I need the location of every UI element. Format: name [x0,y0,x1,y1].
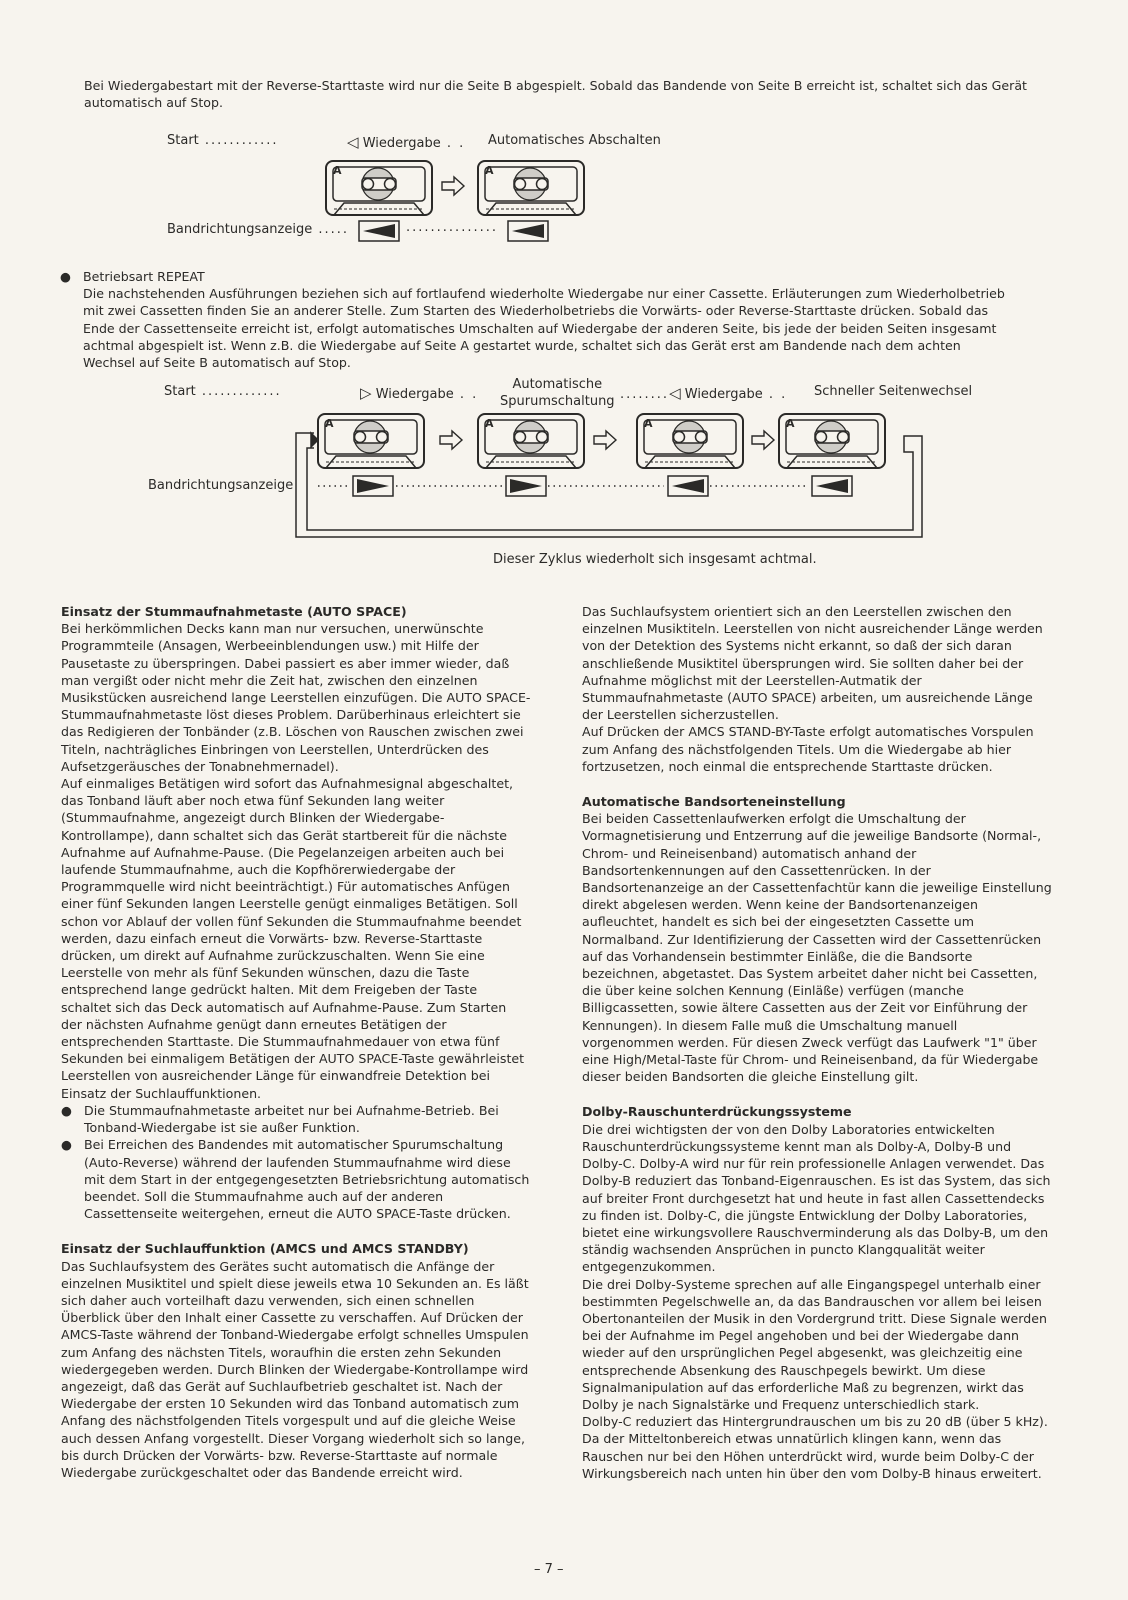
diagram1-playback-label: ◁ Wiedergabe . . [347,133,466,151]
paragraph: Auf Drücken der AMCS STAND-BY-Taste erfolgt automatisches Vorspulen zum Anfang des nächstfolgenden Titels. Um die Wiedergabe ab hier fortzusetzen, noch einmal die entsprechende Starttaste drücken. [582,724,1034,774]
transition-arrow-icon [440,431,462,449]
diagram2-indicator-label: Bandrichtungsanzeige [148,478,294,493]
auto-space-section [61,603,531,1222]
diagram2-fast-change-label: Schneller Seitenwechsel [814,384,973,399]
direction-indicator-right-icon [506,476,546,496]
paragraph: Das Suchlaufsystem des Gerätes sucht automatisch die Anfänge der einzelnen Musiktitel und spielt diese jeweils etwa 10 Sekunden an. Es läßt sich daher auch vorteilhaft dazu verwenden, sich einen schnellen Überblick über den Inhalt einer Cassette zu verschaffen. Auf Drücken der AMCS-Taste während der Tonband-Wiedergabe erfolgt schnelles Umspulen zum Anfang des nächsten Titels, woraufhin die ersten zehn Sekunden wiedergegeben werden. Durch Blinken der Wiedergabe-Kontrollampe wird angezeigt, daß das Gerät auf Suchlaufbetrieb geschaltet ist. Nach der Wiedergabe der ersten 10 Sekunden wird das Tonband automatisch zum Anfang des nächstfolgenden Titels vorgespult und auf die gleiche Weise auch dessen Anfang vorgestellt. Dieser Vorgang wiederholt sich so lange, bis durch Drücken der Vorwärts- bzw. Reverse-Starttaste auf normale Wiedergabe zurückgeschaltet oder das Bandende erreicht wird. [61,1258,529,1480]
side-a-label: A [485,417,494,430]
list-item: ● Die Stummaufnahmetaste arbeitet nur bei Aufnahme-Betrieb. Bei Tonband-Wiedergabe ist sie außer Funktion. [61,1102,499,1136]
side-a-label: A [333,164,342,177]
paragraph: Bei herkömmlichen Decks kann man nur versuchen, unerwünschte Programmteile (Ansagen, Werbeeinblendungen usw.) mit Hilfe der Pausetaste zu überspringen. Dabei passiert es aber immer wieder, daß man vergißt oder nicht mehr die Zeit hat, zwischen den einzelnen Musikstücken ausreichend lange Leerstellen einzufügen. Die AUTO SPACE-Stummaufnahmetaste löst dieses Problem. Darüberhinaus erleichtert sie das Redigieren der Tonbänder (z.B. Löschen von Rauschen zwischen zwei Titeln, nachträgliches Einbringen von Leerstellen, Unterdrücken des Aufsetzgeräusches der Tonabnehmernadel). [61,621,531,774]
paragraph: Das Suchlaufsystem orientiert sich an den Leerstellen zwischen den einzelnen Musiktiteln. Leerstellen von nicht ausreichender Länge werden von der Detektion des Systems nicht erkannt, so daß der sich daran anschließende Musiktitel übersprungen wird. Sie sollten daher bei der Aufnahme möglichst mit der Leerstellen-Autmatik der Stummaufnahmetaste (AUTO SPACE) arbeiten, um ausreichende Länge der Leerstellen sicherzustellen. [582,604,1043,723]
amcs-section [61,1240,531,1481]
transition-arrow-icon [442,177,464,195]
bullet-icon: ● [61,1102,72,1118]
section-title: Automatische Bandsorteneinstellung [582,794,846,810]
paragraph: Auf einmaliges Betätigen wird sofort das Aufnahmesignal abgeschaltet, das Tonband läuft aber noch etwa fünf Sekunden lang weiter (Stummaufnahme, angezeigt durch Blinken der Wiedergabe-Kontrollampe), dann schaltet sich das Gerät startbereit für die nächste Aufnahme auf Aufnahme-Pause. (Die Pegelanzeigen arbeiten auch bei laufende Stummaufnahme, auch die Kopfhörerwiedergabe der Programmquelle wird nicht beeinträchtigt.) Für automatisches Anfügen einer fünf Sekunden langen Leerstelle genügt einmaliges Betätigen. Soll schon vor Ablauf der vollen fünf Sekunden die Stummaufnahme beendet werden, dazu einfach erneut die Vorwärts- bzw. Reverse-Starttaste drücken, um direkt auf Aufnahme zurückzuschalten. Wenn Sie eine Leerstelle von mehr als fünf Sekunden wünschen, dazu die Taste entsprechend lange gedrückt halten. Mit dem Freigeben der Taste schaltet sich das Deck automatisch auf Aufnahme-Pause. Zum Starten der nächsten Aufnahme genügt dann erneutes Betätigen der entsprechenden Starttaste. Die Stummaufnahmedauer von etwa fünf Sekunden bei einmaligem Betätigen der AUTO SPACE-Taste gewährleistet Leerstellen von ausreichender Länge für einwandfreie Detektion bei Einsatz der Suchlauffunktionen. [61,776,525,1101]
cassette-1 [326,161,432,215]
paragraph: Die drei Dolby-Systeme sprechen auf alle Eingangspegel unterhalb einer bestimmten Pegelschwelle an, da das Bandrauschen vor allem bei leisen Obertonanteilen der Musik in den Vordergrund tritt. Diese Signale werden bei der Aufnahme im Pegel angehoben und bei der Wiedergabe dann wieder auf den ursprünglichen Pegel abgesenkt, was gleichzeitig eine entsprechende Absenkung des Rauschpegels bewirkt. Um diese Signalmanipulation auf das erforderliche Maß zu begrenzen, wirkt das Dolby je nach Signalstärke und Frequenz unterschiedlich stark. [582,1276,1047,1412]
repeat-mode-bullet [60,268,1005,371]
cassette-4 [779,414,885,468]
tape-type-section [582,793,1052,1085]
search-continuation-section [582,603,1052,775]
diagram1-indicator-label: Bandrichtungsanzeige ..... [167,222,350,237]
side-a-label: A [485,164,494,177]
cassette-2 [478,161,584,215]
repeat-title: Betriebsart REPEAT [83,269,205,284]
diagram1-auto-off-label: Automatisches Abschalten [488,133,661,148]
transition-arrow-icon [594,431,616,449]
paragraph: Bei beiden Cassettenlaufwerken erfolgt die Umschaltung der Vormagnetisierung und Entzerrung auf die jeweilige Bandsorte (Normal-, Chrom- und Reineisenband) automatisch anhand der Bandsortenkennungen auf den Cassettenrücken. In der Bandsortenanzeige an der Cassettenfachtür kann die jeweilige Einstellung direkt abgelesen werden. Wenn keine der Bandsortenanzeigen aufleuchtet, handelt es sich bei der eingesetzten Cassette um Normalband. Zur Identifizierung der Cassetten wird der Cassettenrücken auf das Vorhandensein bestimmter Einläße, die die Bandsorte bezeichnen, abgetastet. Das System arbeitet daher nicht bei Cassetten, die über keine solchen Kennung (Einläße) verfügen (manche Billigcassetten, sowie ältere Cassetten aus der Zeit vor Einführung der Kennungen). In diesem Falle muß die Umschaltung manuell vorgenommen werden. Für diesen Zweck verfügt das Laufwerk "1" über eine High/Metal-Taste für Chrom- und Reineisenband, da für Wiedergabe dieser beiden Bandsorten die gleiche Einstellung gilt. [582,811,1052,1085]
diagram2-playback2-label: ........◁ Wiedergabe . . [620,384,788,402]
paragraph: Dolby-C reduziert das Hintergrundrauschen um bis zu 20 dB (über 5 kHz). Da der Mitteltonbereich etwas unnatürlich klingen kann, wenn das Rauschen nur bei den Höhen unterdrückt wird, wurde beim Dolby-C der Wirkungsbereich nach unten hin über den vom Dolby-B hinaus erweitert. [582,1414,1048,1481]
cassette-3 [637,414,743,468]
side-a-label: A [644,417,653,430]
left-column [61,603,531,1499]
cassette-1 [318,414,424,468]
diagram2-auto-track-label: Automatische Spurumschaltung [500,377,615,409]
right-column [582,603,1052,1500]
paragraph: Die drei wichtigsten der von den Dolby Laboratories entwickelten Rauschunterdrückungssysteme kennt man als Dolby-A, Dolby-B und Dolby-C. Dolby-A wird nur für rein professionelle Anlagen verwendet. Das Dolby-B reduziert das Tonband-Eigenrauschen. Es ist das System, das sich auf breiter Front durchgesetzt hat und heute in fast allen Cassettendecks zu finden ist. Dolby-C, die jüngste Entwicklung der Dolby Laboratories, bietet eine wirkungsvollere Rauschverminderung als das Dolby-B, um den ständig wachsenden Ansprüchen in puncto Klangqualität weiter entgegenzukommen. [582,1121,1051,1275]
cassette-2 [478,414,584,468]
list-item: ● Bei Erreichen des Bandendes mit automatischer Spurumschaltung (Auto-Reverse) während der laufenden Stummaufnahme wird diese mit dem Start in der entgegengesetzten Betriebsrichtung automatisch beendet. Soll die Stummaufnahme auch auf der anderen Cassettenseite weitergehen, erneut die AUTO SPACE-Taste drücken. [61,1137,530,1222]
cycle-caption: Dieser Zyklus wiederholt sich insgesamt achtmal. [493,552,817,567]
diagram1-dotted-connector: ............... [406,220,498,235]
direction-indicator-left-icon [812,476,852,496]
side-a-label: A [786,417,795,430]
bullet-icon: ● [61,1137,72,1153]
section-title: Einsatz der Suchlauffunktion (AMCS und AMCS STANDBY) [61,1241,469,1257]
repeat-text: Die nachstehenden Ausführungen beziehen sich auf fortlaufend wiederholte Wiedergabe nur einer Cassette. Erläuterungen zum Wiederholbetrieb mit zwei Cassetten finden Sie an anderer Stelle. Zum Starten des Wiederholbetriebs die Vorwärts- oder Reverse-Starttaste drücken. Sobald das Ende der Cassettenseite erreicht ist, erfolgt automatisches Umschalten auf Wiedergabe der anderen Seite, bis jede der beiden Seiten insgesamt achtmal abgespielt ist. Wenn z.B. die Wiedergabe auf Seite A gestartet wurde, schaltet sich das Gerät erst am Bandende nach dem achten Wechsel auf Seite B automatisch auf Stop. [83,286,1005,371]
diagram2-start-label: Start ............. [164,384,282,399]
transition-arrow-icon [752,431,774,449]
direction-indicator-left-icon [508,221,548,241]
intro-paragraph: Bei Wiedergabestart mit der Reverse-Starttaste wird nur die Seite B abgespielt. Sobald das Bandende von Seite B erreicht ist, schaltet sich das Gerät automatisch auf Stop. [84,78,1027,111]
side-a-label: A [325,417,334,430]
dolby-section [582,1103,1052,1481]
direction-indicator-left-icon [359,221,399,241]
direction-indicator-right-icon [353,476,393,496]
bullet-icon: ● [60,269,71,284]
diagram2-playback-label: ▷ Wiedergabe . . [360,384,479,402]
page-number: – 7 – [534,1562,564,1577]
direction-indicator-left-icon [668,476,708,496]
diagram1-start-label: Start ............ [167,133,279,148]
section-title: Einsatz der Stummaufnahmetaste (AUTO SPACE) [61,604,407,619]
section-title: Dolby-Rauschunterdrückungssysteme [582,1104,852,1120]
